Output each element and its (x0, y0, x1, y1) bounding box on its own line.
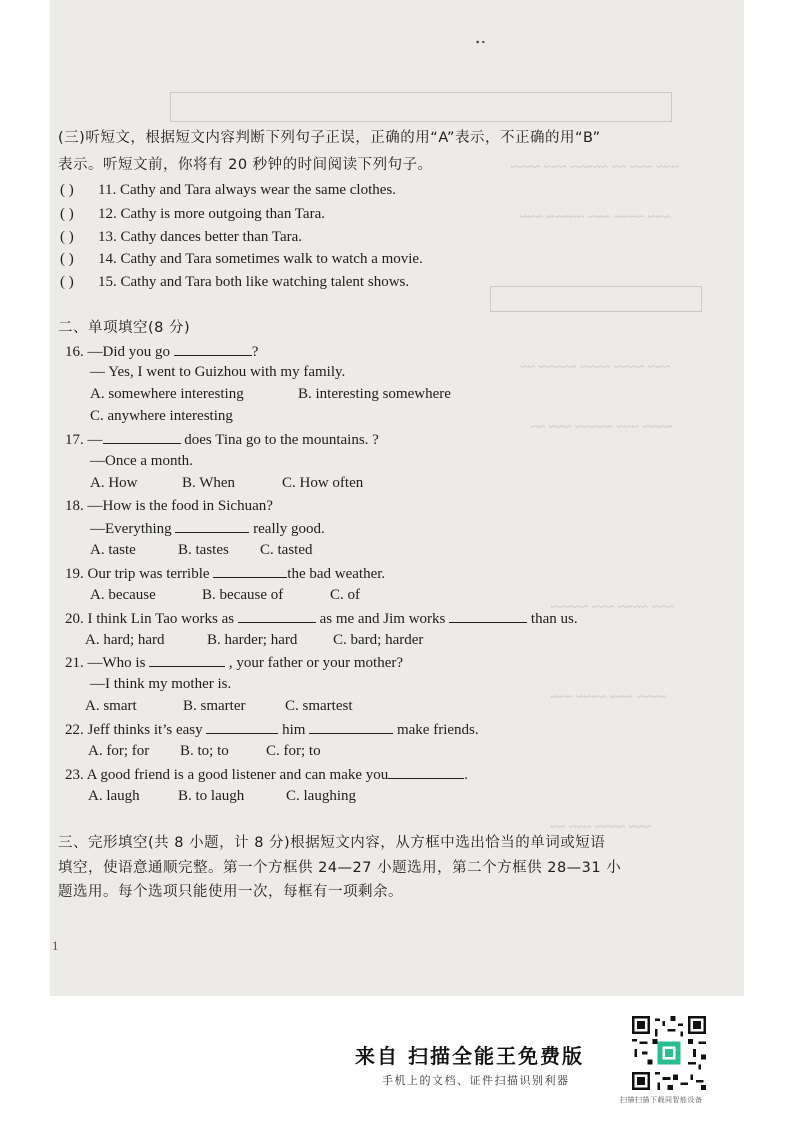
listening-item (60, 180, 396, 200)
qr-caption: 扫描扫描下载同智能设备 (620, 1096, 703, 1104)
question-text: 20. I think Lin Tao works as (65, 611, 235, 627)
answer-blank[interactable] (309, 719, 393, 734)
question-text: really good. (253, 521, 325, 537)
listening-item-text: 13. Cathy dances better than Tara. (98, 229, 303, 245)
question-19-stem (65, 563, 385, 584)
question-text: make friends. (396, 722, 479, 738)
worksheet-content (50, 0, 744, 996)
option-c[interactable]: C. How often (282, 475, 364, 491)
cloze-heading-line3: 题选用。每个选项只能使用一次，每框有一项剩余。 (58, 884, 403, 900)
question-text: 16. —Did you go (65, 344, 170, 360)
listening-heading-line2: 表示。听短文前，你将有 20 秒钟的时间阅读下列句子。 (58, 157, 433, 173)
listening-item (60, 249, 423, 269)
answer-blank[interactable] (206, 719, 278, 734)
question-text: 22. Jeff thinks it’s easy (65, 722, 203, 738)
question-18-options (90, 540, 313, 560)
option-a[interactable]: A. taste (90, 542, 136, 558)
question-23-options (88, 786, 356, 806)
option-c[interactable]: C. laughing (286, 788, 356, 804)
question-23-stem (65, 764, 468, 785)
question-21-options (85, 696, 353, 716)
listening-item-text: 14. Cathy and Tara sometimes walk to watch a movie. (98, 251, 423, 267)
answer-blank[interactable] (174, 341, 252, 356)
answer-blank[interactable] (388, 764, 464, 779)
bleed-through-text: ~~~ ~~~~ ~~~~ ~~~~~ ~~ (520, 360, 671, 375)
question-text: , your father or your mother? (228, 655, 404, 671)
question-text: than us. (530, 611, 578, 627)
scan-speck-mark: ⸱ᐧ (475, 30, 486, 54)
option-b[interactable]: B. to laugh (178, 788, 245, 804)
question-text: him (282, 722, 306, 738)
answer-paren[interactable]: ( ) (60, 274, 74, 290)
bleed-through-text: ~~~~ ~~~ ~~~~ ~~~ (550, 690, 667, 705)
question-22-options (88, 741, 321, 761)
option-c[interactable]: C. tasted (260, 542, 313, 558)
scanner-app-slogan: 手机上的文档、证件扫描识别利器 (382, 1074, 570, 1087)
question-17-options (90, 473, 363, 493)
page-number: 1 (52, 938, 59, 953)
bleed-through-text: ~~~ ~~~~ ~~~ ~~~~~ ~~~ (520, 210, 671, 225)
option-c[interactable]: C. bard; harder (333, 632, 424, 648)
option-a[interactable]: A. smart (85, 698, 137, 714)
option-a[interactable]: A. for; for (88, 743, 150, 759)
answer-paren[interactable]: ( ) (60, 229, 74, 245)
question-16-option-c[interactable]: C. anywhere interesting (90, 408, 233, 424)
question-16-options (90, 384, 451, 404)
listening-item (60, 272, 409, 292)
answer-paren[interactable]: ( ) (60, 206, 74, 222)
question-text: 17. — (65, 432, 103, 448)
option-a[interactable]: A. laugh (88, 788, 140, 804)
option-b[interactable]: B. tastes (178, 542, 229, 558)
question-22-stem (65, 719, 479, 740)
answer-blank[interactable] (103, 429, 181, 444)
bleed-through-text: ~~~~ ~~~ ~~~~~ ~~~ ~~ (530, 420, 673, 435)
question-text: the bad weather. (287, 566, 386, 582)
scanner-app-title: 来自 扫描全能王免费版 (355, 1044, 584, 1068)
question-16-reply: — Yes, I went to Guizhou with my family. (90, 364, 346, 380)
question-17-stem (65, 429, 379, 450)
question-20-options (85, 630, 423, 650)
question-text: 21. —Who is (65, 655, 146, 671)
bleed-through-text: ~~~ ~~~~ ~~~ ~~ (550, 820, 652, 835)
question-17-reply: —Once a month. (90, 453, 193, 469)
option-b[interactable]: B. because of (202, 587, 284, 603)
option-c[interactable]: C. of (330, 587, 360, 603)
option-a[interactable]: A. somewhere interesting (90, 386, 244, 402)
question-text: —Everything (90, 521, 172, 537)
option-c[interactable]: C. smartest (285, 698, 353, 714)
answer-blank[interactable] (213, 563, 287, 578)
answer-blank[interactable] (238, 608, 316, 623)
option-a[interactable]: A. because (90, 587, 156, 603)
question-20-stem (65, 608, 578, 629)
bleed-through-text: ~~~ ~~~~ ~~~ ~~~~~ (550, 600, 675, 615)
question-18-stem: 18. —How is the food in Sichuan? (65, 498, 273, 514)
question-text: as me and Jim works (319, 611, 446, 627)
question-19-options (90, 585, 360, 605)
option-b[interactable]: B. interesting somewhere (298, 386, 451, 402)
option-a[interactable]: A. hard; hard (85, 632, 165, 648)
option-b[interactable]: B. to; to (180, 743, 229, 759)
scanned-page (50, 0, 744, 996)
question-16-stem (65, 341, 258, 362)
cloze-heading-line1: 三、完形填空(共 8 小题，计 8 分)根据短文内容，从方框中选出恰当的单词或短语 (58, 835, 606, 851)
answer-blank[interactable] (149, 652, 225, 667)
listening-item (60, 227, 302, 247)
listening-item-text: 15. Cathy and Tara both like watching talent shows. (98, 274, 410, 290)
option-a[interactable]: A. How (90, 475, 138, 491)
question-text: 23. A good friend is a good listener and can make you (65, 767, 389, 783)
choice-heading: 二、单项填空(8 分) (58, 320, 191, 336)
question-21-stem (65, 652, 403, 673)
listening-heading-line1: (三)听短文，根据短文内容判断下列句子正误，正确的用“A”表示，不正确的用“B” (58, 130, 601, 146)
listening-item (60, 204, 325, 224)
option-c[interactable]: C. for; to (266, 743, 321, 759)
question-18-reply (90, 518, 325, 539)
qr-code-icon[interactable] (632, 1016, 706, 1090)
listening-item-text: 12. Cathy is more outgoing than Tara. (98, 206, 325, 222)
question-text: 19. Our trip was terrible (65, 566, 210, 582)
question-21-reply: —I think my mother is. (90, 676, 232, 692)
option-b[interactable]: B. harder; hard (207, 632, 298, 648)
question-text: does Tina go to the mountains. ? (184, 432, 379, 448)
answer-paren[interactable]: ( ) (60, 251, 74, 267)
listening-item-text: 11. Cathy and Tara always wear the same clothes. (98, 182, 397, 198)
cloze-heading-line2: 填空，使语意通顺完整。第一个方框供 24—27 小题选用，第二个方框供 28—31 小 (58, 860, 622, 876)
answer-blank[interactable] (449, 608, 527, 623)
option-b[interactable]: B. smarter (183, 698, 246, 714)
option-b[interactable]: B. When (182, 475, 236, 491)
answer-blank[interactable] (175, 518, 249, 533)
question-text: . (464, 767, 469, 783)
answer-paren[interactable]: ( ) (60, 182, 74, 198)
bleed-through-text: ~~~ ~~~ ~~ ~~~~~ ~~~ ~~~~ (510, 160, 679, 175)
question-text: ? (251, 344, 259, 360)
